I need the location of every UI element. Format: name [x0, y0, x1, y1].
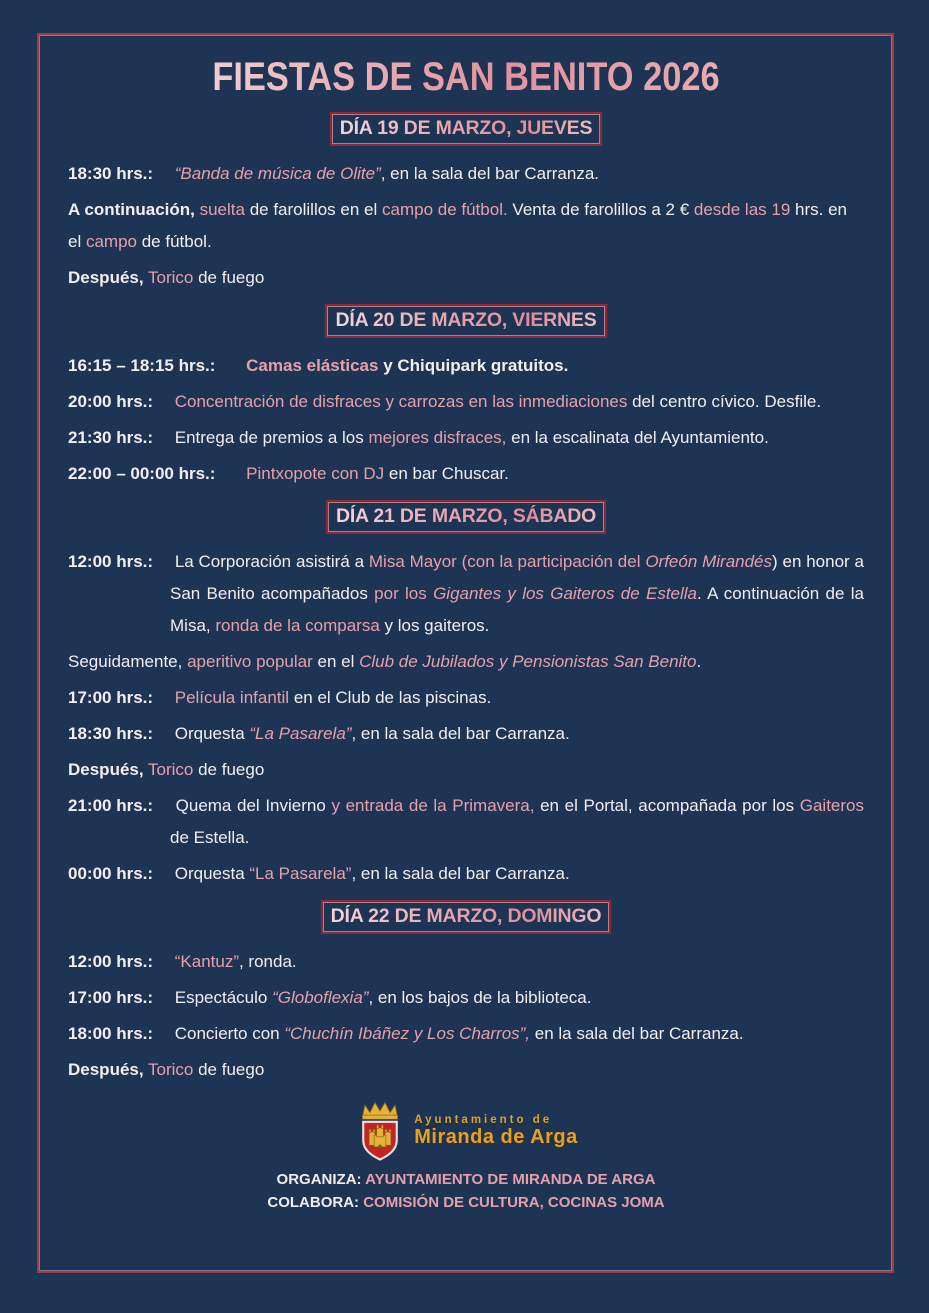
row-text-segment: Espectáculo [174, 988, 273, 1007]
row-text-segment: de fuego [198, 760, 265, 779]
logo-caption-top: Ayuntamiento de [414, 1113, 553, 1126]
row-text-segment: , en los bajos de la biblioteca. [368, 988, 592, 1007]
day-header-wrap [68, 112, 864, 146]
time-label: 17:00 hrs.: [68, 988, 154, 1007]
schedule-row [68, 458, 864, 490]
credit-line-organiza [68, 1169, 864, 1191]
day-header-label: DÍA 22 DE MARZO, DOMINGO [330, 905, 602, 927]
row-text-segment: Concierto con [174, 1024, 285, 1043]
schedule-row [68, 858, 864, 890]
row-text-segment: Gigantes y los Gaiteros de Estella [433, 584, 698, 603]
credit-label: ORGANIZA: [276, 1171, 362, 1188]
schedule-row [68, 682, 864, 714]
row-text-segment: aperitivo popular [187, 652, 318, 671]
day-header-wrap [68, 304, 864, 338]
row-text-segment: campo [85, 232, 142, 251]
row-text-segment: de farolillos en el [249, 200, 382, 219]
row-text-segment: Orquesta [174, 724, 250, 743]
row-text-segment: Película infantil [174, 688, 294, 707]
row-text-segment: del centro cívico. Desfile. [632, 392, 822, 411]
schedule-row [68, 350, 864, 382]
row-text-segment: “Banda de música de Olite” [174, 164, 381, 183]
row-text-segment: Seguidamente, [68, 652, 188, 671]
row-text-segment: campo de fútbol. [382, 200, 508, 219]
schedule-row [68, 262, 864, 294]
row-text-segment: , en la sala del bar Carranza. [351, 864, 570, 883]
day-header-label: DÍA 21 DE MARZO, SÁBADO [335, 505, 597, 527]
schedule-row [68, 386, 864, 418]
row-text-segment: Entrega de premios a los [174, 428, 369, 447]
row-text-segment: y Chiquipark gratuitos. [383, 356, 569, 375]
row-text-segment: en el Portal, acompañada por los [534, 796, 800, 815]
row-text-segment: ) en honor a San Benito acompañados [170, 552, 864, 603]
schedule-row [68, 422, 864, 454]
footer [68, 1100, 864, 1214]
time-label: 18:00 hrs.: [68, 1024, 154, 1043]
schedule-row [68, 546, 864, 642]
row-text-segment: de fútbol. [141, 232, 212, 251]
time-label: 17:00 hrs.: [68, 688, 154, 707]
row-text-segment: . [696, 652, 702, 671]
row-text-segment: en el [317, 652, 360, 671]
schedule-row [68, 646, 864, 678]
row-text-segment: “Chuchín Ibáñez y Los Charros”, [284, 1024, 531, 1043]
row-text-segment: hrs. en el [68, 200, 848, 251]
time-label: 20:00 hrs.: [68, 392, 154, 411]
schedule-row [68, 1054, 864, 1086]
row-text-segment: Camas elásticas [246, 356, 384, 375]
row-text-segment: “La Pasarela” [249, 864, 352, 883]
row-text-segment: , en la sala del bar Carranza. [380, 164, 600, 183]
row-text-segment: Misa Mayor (con la participación del [368, 552, 646, 571]
time-label: 00:00 hrs.: [68, 864, 154, 883]
time-label: 22:00 – 00:00 hrs.: [68, 464, 216, 483]
row-text-segment: La Corporación asistirá a [174, 552, 369, 571]
row-text-segment: , en la sala del bar Carranza. [351, 724, 570, 743]
row-text-segment: de Estella. [170, 828, 250, 847]
row-text-segment: desde las 19 [693, 200, 796, 219]
row-text-segment: Venta de farolillos a 2 € [507, 200, 694, 219]
row-text-segment: Quema del Invierno [175, 796, 332, 815]
time-label: 21:30 hrs.: [68, 428, 154, 447]
credit-label: COLABORA: [267, 1194, 360, 1211]
day-header [326, 500, 606, 534]
day-section [68, 900, 864, 1086]
time-label: 18:30 hrs.: [68, 724, 154, 743]
row-text-segment: Concentración de disfraces y carrozas en las inmediaciones [174, 392, 633, 411]
day-header-wrap [68, 500, 864, 534]
row-text-segment: en la sala del bar Carranza. [530, 1024, 744, 1043]
row-text-segment: “Globoflexia” [272, 988, 369, 1007]
page-title: FIESTAS DE SAN BENITO 2026 [124, 55, 809, 100]
row-text-segment: de fuego [198, 1060, 265, 1079]
row-lead-label: Después, [68, 760, 144, 779]
schedule-row [68, 158, 864, 190]
day-header [325, 304, 606, 338]
day-section [68, 112, 864, 294]
schedule-row [68, 718, 864, 750]
day-header-label: DÍA 19 DE MARZO, JUEVES [339, 117, 593, 139]
row-text-segment: mejores disfraces, [368, 428, 507, 447]
schedule-row [68, 754, 864, 786]
time-label: 12:00 hrs.: [68, 552, 154, 571]
day-section [68, 500, 864, 890]
credit-text: COMISIÓN DE CULTURA, COCINAS JOMA [359, 1194, 665, 1211]
logo-captions [414, 1114, 577, 1149]
row-text-segment: Torico [143, 1060, 199, 1079]
row-text-segment: Torico [143, 760, 199, 779]
row-text-segment: “Kantuz” [174, 952, 239, 971]
row-text-segment: ronda de la comparsa [215, 616, 385, 635]
row-lead-label: Después, [68, 268, 144, 287]
day-section [68, 304, 864, 490]
row-text-segment: en el Club de las piscinas. [293, 688, 492, 707]
schedule-row [68, 194, 864, 258]
time-label: 12:00 hrs.: [68, 952, 154, 971]
row-text-segment: Orfeón Mirandés [645, 552, 773, 571]
row-text-segment: . A continuación de la Misa, [170, 584, 864, 635]
schedule-row [68, 946, 864, 978]
row-text-segment: , ronda. [238, 952, 297, 971]
row-lead-label: A continuación, [68, 200, 195, 219]
credit-line-colabora [68, 1192, 864, 1214]
row-text-segment: Torico [143, 268, 199, 287]
row-text-segment: y los gaiteros. [384, 616, 490, 635]
time-label: 21:00 hrs.: [68, 796, 154, 815]
poster-frame [37, 33, 894, 1273]
row-text-segment: Pintxopote con DJ [246, 464, 389, 483]
town-crest-icon [354, 1100, 406, 1162]
row-text-segment: suelta [194, 200, 250, 219]
row-text-segment: por los [374, 584, 434, 603]
town-hall-logo [354, 1100, 577, 1162]
row-text-segment: de fuego [198, 268, 265, 287]
credit-text: AYUNTAMIENTO DE MIRANDA DE ARGA [361, 1171, 656, 1188]
row-text-segment: Orquesta [174, 864, 250, 883]
row-text-segment: en bar Chuscar. [388, 464, 509, 483]
logo-caption-bottom: Miranda de Arga [414, 1125, 578, 1148]
row-text-segment: Club de Jubilados y Pensionistas San Benito [359, 652, 697, 671]
time-label: 18:30 hrs.: [68, 164, 154, 183]
row-lead-label: Después, [68, 1060, 144, 1079]
day-header-label: DÍA 20 DE MARZO, VIERNES [335, 309, 597, 331]
day-header-wrap [68, 900, 864, 934]
row-text-segment: “La Pasarela” [249, 724, 352, 743]
row-text-segment: Gaiteros [799, 796, 864, 815]
schedule [68, 112, 864, 1086]
day-header [330, 112, 603, 146]
schedule-row [68, 982, 864, 1014]
time-label: 16:15 – 18:15 hrs.: [68, 356, 216, 375]
schedule-row [68, 790, 864, 854]
schedule-row [68, 1018, 864, 1050]
row-text-segment: y entrada de la Primavera, [331, 796, 535, 815]
row-text-segment: en la escalinata del Ayuntamiento. [506, 428, 769, 447]
day-header [321, 900, 612, 934]
